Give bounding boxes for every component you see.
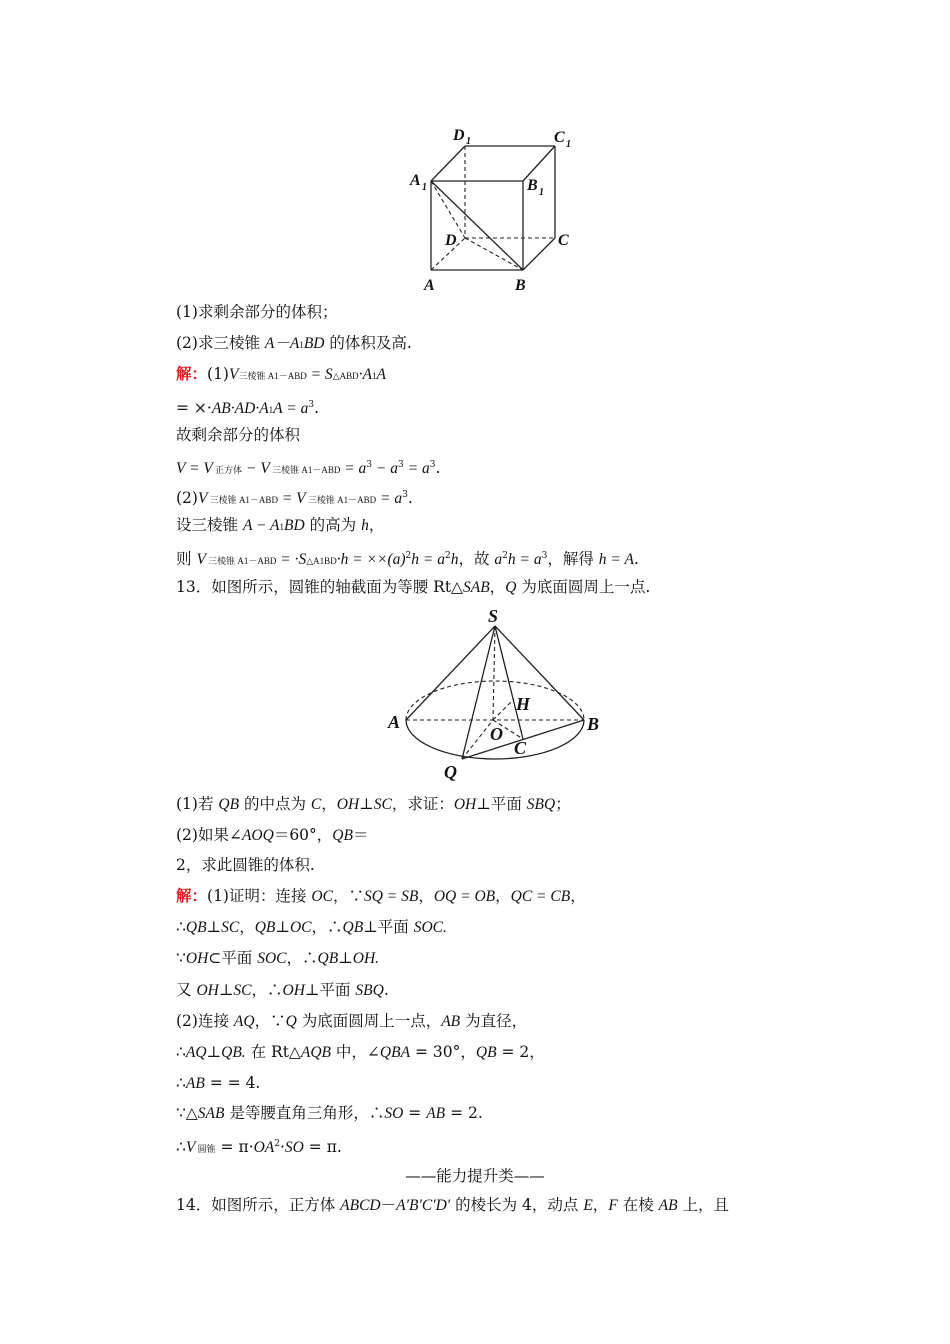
p12-sol-5: (2)V 三棱锥 A1－ABD = V 三棱锥 $A1-ABD = a^3$. [176,489,413,508]
p13-q2: (2)如果∠AOQ＝60°，QB＝ [176,826,369,844]
p13-sol-2: ∴QB⊥SC，QB⊥OC，∴QB⊥平面 SOC. [176,918,447,936]
p13-sol-1: 解：(1)证明：连接 OC，∵SQ = SB，OQ = OB，QC = CB， [176,886,586,905]
p13-sol-3: ∵OH⊂平面 SOC，∴QB⊥OH. [176,949,380,967]
label-Q: Q [444,762,457,782]
label-A1: A [410,172,421,189]
label-C1: C [554,129,565,146]
p12-sol-7: 则 V 三棱锥 A1－ABD = ·S△A1BD·h = $\times\times(a)^2h = a^2h$，故 $a^2h = a^3$，解得 h = A. [176,550,639,569]
p13-stem: 13．如图所示，圆锥的轴截面为等腰 Rt△SAB，Q 为底面圆周上一点. [176,578,651,596]
label-A-cone: A [388,712,401,732]
p13-sol-8: ∵△SAB 是等腰直角三角形，∴SO = AB = 2. [176,1104,483,1122]
label-C-cone: C [514,738,527,758]
p13-sol-9: ∴V 圆锥 = $\pi\cdot OA^2\cdot SO = \pi$. [176,1138,342,1157]
label-B1-sub: 1 [539,187,544,198]
label-H: H [516,694,531,714]
p12-sol-4: V = V 正方体 − V 三棱锥 $A1-ABD = a^3 - a^3 = a^3$. [176,459,441,478]
label-B1: B [527,177,538,194]
label-B-cone: B [587,714,600,734]
cube-figure [400,118,600,298]
p13-sol-7: ∴AB = = 4. [176,1074,261,1092]
p13-sol-4: 又 OH⊥SC，∴OH⊥平面 SBQ. [176,981,389,999]
p13-q1: (1)若 QB 的中点为 C，OH⊥SC，求证：OH⊥平面 SBQ； [176,795,571,813]
label-C: C [558,232,569,249]
p12-q2: (2)求三棱锥 A－A1BD 的体积及高. [176,334,412,352]
p12-sol-6: 设三棱锥 A − A1BD 的高为 h， [176,516,385,534]
p13-q2-cont: 2，求此圆锥的体积. [176,856,315,874]
label-D: D [445,232,457,249]
p13-sol-5: (2)连接 AQ，∵Q 为底面圆周上一点，AB 为直径， [176,1012,528,1030]
label-A1-sub: 1 [422,182,427,193]
label-A: A [424,277,435,294]
p12-sol-3: 故剩余部分的体积 [176,426,301,444]
p12-q1: (1)求剩余部分的体积； [176,303,338,321]
p12-sol-1: 解：(1)V三棱锥 A1－ABD = S△ABD·A1A [176,364,386,383]
label-D1: D [453,127,465,144]
label-C1-sub: 1 [566,139,571,150]
label-B: B [515,277,526,294]
cone-figure [380,602,620,786]
p14-stem: 14．如图所示，正方体 ABCD－A′B′C′D′ 的棱长为 4，动点 E，F 在棱 AB 上，且 [176,1196,730,1214]
p13-sol-6: ∴AQ⊥QB. 在 Rt△AQB 中，∠QBA = 30°，QB = 2， [176,1043,545,1061]
label-O: O [490,724,503,744]
section-title: ——能力提升类—— [405,1167,545,1185]
label-S: S [488,606,499,626]
label-D1-sub: 1 [466,136,471,147]
p12-sol-2: = $\times\cdot AB\cdot AD\cdot A1A = a^3$. [176,399,319,418]
